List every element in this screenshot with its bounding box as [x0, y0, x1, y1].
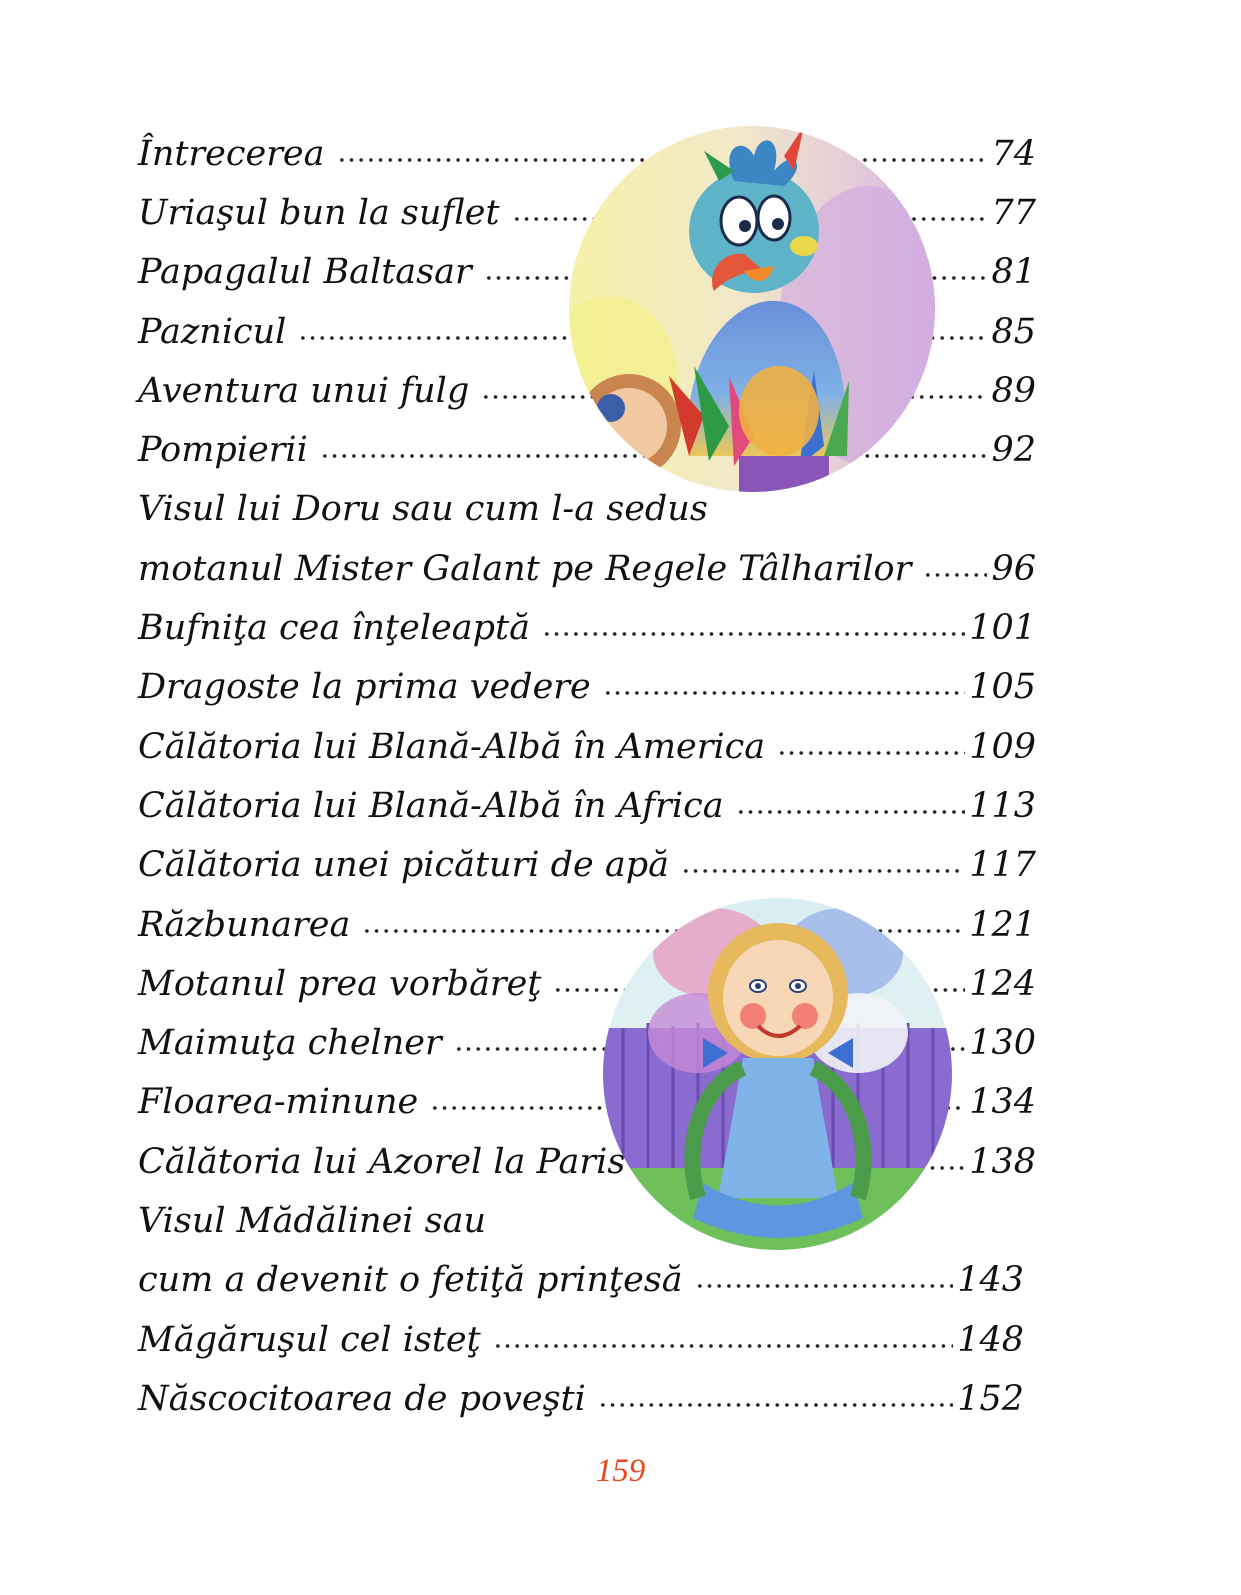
toc-page-number: 152: [957, 1378, 1024, 1419]
toc-page-number: 101: [969, 608, 1036, 649]
toc-page-number: 138: [969, 1141, 1036, 1182]
dot-leader: [777, 748, 965, 758]
toc-title: Bufniţa cea înţeleaptă: [138, 608, 530, 649]
toc-entry: [138, 1369, 1024, 1428]
parrot-illustration: [569, 126, 935, 492]
toc-page-number: 134: [969, 1082, 1036, 1123]
girl-illustration: [603, 898, 952, 1250]
dot-leader: [542, 629, 965, 639]
toc-title: Călătoria lui Blană-Albă în Africa: [138, 785, 724, 826]
toc-entry: [138, 776, 1036, 835]
toc-page-number: 117: [969, 845, 1036, 886]
toc-title: Răzbunarea: [138, 904, 351, 945]
toc-page-number: 124: [969, 963, 1036, 1004]
toc-entry: [138, 420, 1036, 479]
toc-title: Paznicul: [138, 311, 287, 352]
toc-title: Măgăruşul cel isteţ: [138, 1319, 481, 1360]
toc-page-number: 121: [969, 904, 1036, 945]
toc-title: Călătoria unei picături de apă: [138, 845, 669, 886]
toc-title: Aventura unui fulg: [138, 370, 470, 411]
dot-leader: [695, 1281, 954, 1291]
toc-entry: [138, 1191, 1036, 1250]
toc-entry: [138, 480, 1036, 539]
toc-title: Pompierii: [138, 430, 308, 471]
dot-leader: [736, 807, 966, 817]
toc-page-number: 89: [991, 370, 1036, 411]
toc-entry: [138, 836, 1036, 895]
toc-entry: [138, 658, 1036, 717]
toc-page-number: 109: [969, 726, 1036, 767]
toc-page-number: 105: [969, 667, 1036, 708]
toc-title: Visul lui Doru sau cum l-a sedus: [138, 489, 708, 530]
toc-entry: [138, 1251, 1024, 1310]
toc-entry: [138, 1310, 1024, 1369]
toc-page-number: 77: [991, 192, 1036, 233]
dot-leader: [493, 1341, 953, 1351]
toc-page-number: 130: [969, 1023, 1036, 1064]
toc-page-number: 92: [991, 430, 1036, 471]
toc-title: Uriaşul bun la suflet: [138, 192, 500, 233]
toc-title: Motanul prea vorbăreţ: [138, 963, 542, 1004]
toc-title: Născocitoarea de poveşti: [138, 1378, 586, 1419]
toc-page-number: 148: [957, 1319, 1024, 1360]
toc-title: Dragoste la prima vedere: [138, 667, 591, 708]
toc-title: Călătoria lui Azorel la Paris: [138, 1141, 626, 1182]
toc-entry: [138, 717, 1036, 776]
toc-entry: [138, 124, 1036, 183]
toc-entry: [138, 895, 1036, 954]
dot-leader: [923, 570, 987, 580]
page-number: 159: [595, 1453, 646, 1489]
dot-leader: [603, 688, 965, 698]
toc-title: Întrecerea: [138, 133, 325, 174]
toc-page-number: 143: [957, 1260, 1024, 1301]
toc-title: Visul Mădălinei sau: [138, 1200, 486, 1241]
toc-title: motanul Mister Galant pe Regele Tâlharilor: [138, 548, 912, 589]
toc-page-number: 113: [969, 785, 1036, 826]
toc-entry: [138, 598, 1036, 657]
girl-flower-icon: [603, 898, 952, 1250]
toc-title: cum a devenit o fetiţă prinţesă: [138, 1260, 683, 1301]
dot-leader: [598, 1400, 953, 1410]
toc-title: Călătoria lui Blană-Albă în America: [138, 726, 766, 767]
toc-title: Papagalul Baltasar: [138, 252, 472, 293]
toc-page-number: 85: [991, 311, 1036, 352]
toc-title: Maimuţa chelner: [138, 1023, 442, 1064]
toc-page-number: 74: [991, 133, 1036, 174]
toc-page-number: 96: [991, 548, 1036, 589]
toc-entry: [138, 539, 1036, 598]
toc-page-number: 81: [991, 252, 1036, 293]
parrot-icon: [569, 126, 935, 492]
toc-title: Floarea-minune: [138, 1082, 419, 1123]
dot-leader: [681, 866, 965, 876]
